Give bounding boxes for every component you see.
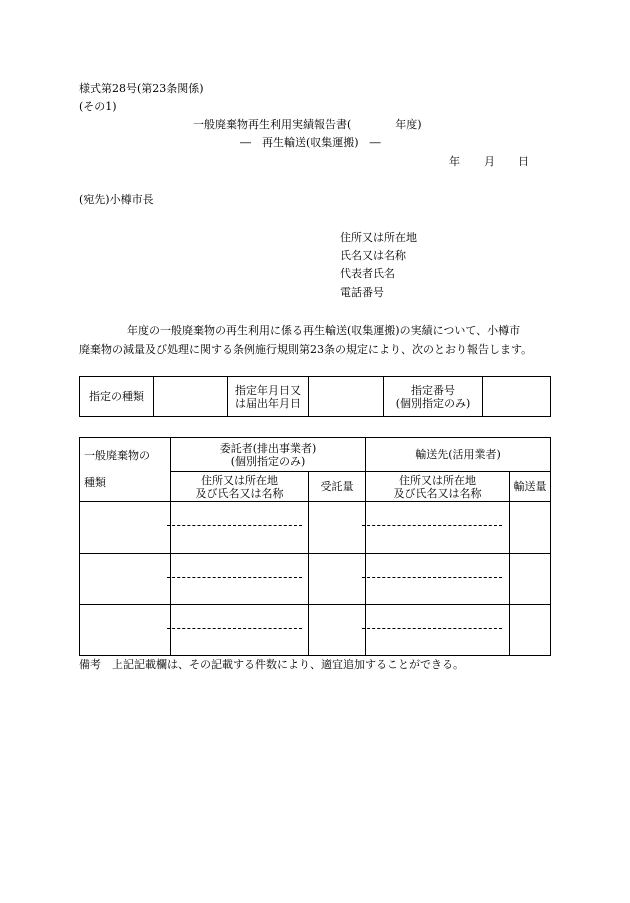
destination-cell[interactable] [366,502,510,554]
reporter-phone-label: 電話番号 [340,286,384,299]
document-subtitle: ― 再生輸送(収集運搬) ― [240,136,381,149]
consignor-cell[interactable] [171,605,309,656]
designation-date-label: 指定年月日又 は届出年月日 [228,377,309,417]
divider [167,577,302,578]
destination-address-header: 住所又は所在地 及び氏名又は名称 [366,472,510,502]
transport-amount-header: 輸送量 [510,472,551,502]
waste-type-header: 一般廃棄物の 種類 [80,438,171,502]
received-amount-header: 受託量 [309,472,366,502]
reporter-name-label: 氏名又は名称 [340,249,406,262]
designation-type-value[interactable] [154,377,228,417]
body-text-line2: 廃棄物の減量及び処理に関する条例施行規則第23条の規定により、次のとおり報告します。 [79,343,533,356]
waste-type-cell[interactable] [80,554,171,605]
destination-header: 輸送先(活用業者) [366,438,551,472]
date-year: 年 [449,155,460,168]
divider [167,525,302,526]
body-text-line1: 年度の一般廃棄物の再生利用に係る再生輸送(収集運搬)の実績について、小樽市 [127,324,521,337]
remarks: 備考 上記記載欄は、その記載する件数により、適宜追加することができる。 [79,658,464,671]
transport-amount-cell[interactable] [510,502,551,554]
divider [362,628,502,629]
table-row [80,605,551,656]
consignor-address-header: 住所又は所在地 及び氏名又は名称 [171,472,309,502]
date-month: 月 [484,155,495,168]
date-day: 日 [518,155,529,168]
consignor-cell[interactable] [171,502,309,554]
designation-number-label: 指定番号 (個別指定のみ) [384,377,483,417]
received-amount-cell[interactable] [309,554,366,605]
transport-amount-cell[interactable] [510,554,551,605]
divider [362,525,502,526]
received-amount-cell[interactable] [309,502,366,554]
waste-type-cell[interactable] [80,502,171,554]
consignor-header: 委託者(排出事業者) (個別指定のみ) [171,438,366,472]
divider [362,577,502,578]
table-row [80,502,551,554]
reporter-address-label: 住所又は所在地 [340,231,417,244]
consignor-cell[interactable] [171,554,309,605]
table-row [80,554,551,605]
document-title: 一般廃棄物再生利用実績報告書( 年度) [193,118,422,131]
designation-type-label: 指定の種類 [80,377,154,417]
waste-type-cell[interactable] [80,605,171,656]
addressee: (宛先)小樽市長 [79,193,154,206]
designation-table [79,376,551,417]
form-number: 様式第28号(第23条関係) [79,82,204,95]
sub-number: (その1) [79,100,117,113]
designation-date-value[interactable] [309,377,384,417]
destination-cell[interactable] [366,554,510,605]
destination-cell[interactable] [366,605,510,656]
transport-amount-cell[interactable] [510,605,551,656]
reporter-representative-label: 代表者氏名 [340,267,395,280]
transport-table [79,437,551,656]
received-amount-cell[interactable] [309,605,366,656]
designation-number-value[interactable] [483,377,551,417]
divider [167,628,302,629]
